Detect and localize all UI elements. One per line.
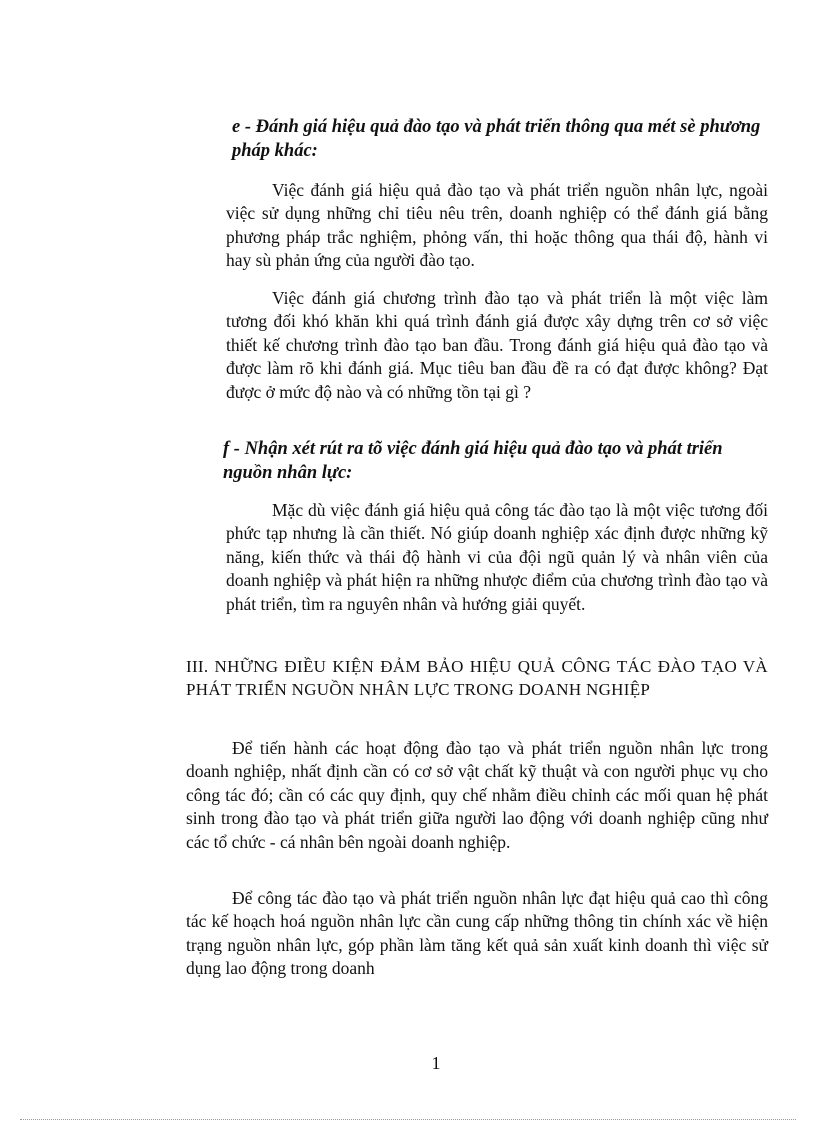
paragraph-3: Mặc dù việc đánh giá hiệu quả công tác đào tạo là một việc tương đối phức tạp nhưng là cần thiết. Nó giúp doanh nghiệp xác định được những kỹ năng, kiến thức và thái độ hành vi của đội ngũ quản lý và nhân viên của doanh nghiệp và phát hiện ra những nhược điểm của chương trình đào tạo và phát triển, tìm ra nguyên nhân và hướng giải quyết. [226, 500, 768, 614]
section-f-heading: f - Nhận xét rút ra tõ việc đánh giá hiệu quả đào tạo và phát triển nguồn nhân lực: [223, 439, 723, 483]
section-e-heading: e - Đánh giá hiệu quả đào tạo và phát triển thông qua mét sè phương pháp khác: [232, 117, 761, 161]
paragraph-2: Việc đánh giá chương trình đào tạo và phát triển là một việc làm tương đối khó khăn khi quá trình đánh giá được xây dựng trên cơ sở việc thiết kế chương trình đào tạo ban đầu. Trong đánh giá hiệu quả đào tạo và được làm rõ khi đánh giá. Mục tiêu ban đầu đề ra có đạt được không? Đạt được ở mức độ nào và có những tồn tại gì ? [226, 288, 768, 402]
page-bottom-divider [20, 1119, 796, 1120]
page-number: 1 [431, 1053, 441, 1073]
section-iii-heading: III. NHỮNG ĐIỀU KIỆN ĐẢM BẢO HIỆU QUẢ CÔNG TÁC ĐÀO TẠO VÀ PHÁT TRIỂN NGUỒN NHÂN LỰC TRONG DOANH NGHIỆP [186, 657, 768, 699]
paragraph-5: Để công tác đào tạo và phát triển nguồn nhân lực đạt hiệu quả cao thì công tác kế hoạch hoá nguồn nhân lực cần cung cấp những thông tin chính xác về hiện trạng nguồn nhân lực, góp phần làm tăng kết quả sản xuất kinh doanh thì việc sử dụng lao động trong doanh [186, 888, 768, 979]
paragraph-1: Việc đánh giá hiệu quả đào tạo và phát triển nguồn nhân lực, ngoài việc sử dụng những chỉ tiêu nêu trên, doanh nghiệp có thể đánh giá bằng phương pháp trắc nghiệm, phỏng vấn, thi hoặc thông qua thái độ, hành vi hay sù phản ứng của người đào tạo. [226, 180, 768, 271]
paragraph-4: Để tiến hành các hoạt động đào tạo và phát triển nguồn nhân lực trong doanh nghiệp, nhất định cần có cơ sở vật chất kỹ thuật và con người phục vụ cho công tác đó; cần có các quy định, quy chế nhằm điều chỉnh các mối quan hệ phát sinh trong đào tạo và phát triển giữa người lao động với doanh nghiệp cũng như các tổ chức - cá nhân bên ngoài doanh nghiệp. [186, 738, 768, 852]
